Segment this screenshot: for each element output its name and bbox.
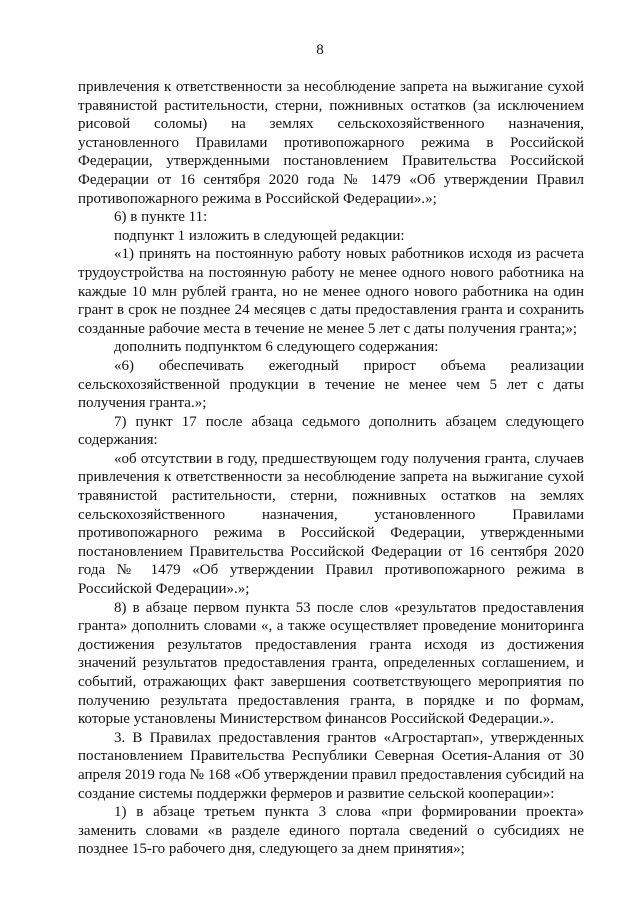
paragraph: «об отсутствии в году, предшествующем году получения гранта, случаев привлечения к ответственности за несоблюдение запрета на выжигание сухой травянистой растительности, стерни, пожнивных остатков на землях сельскохозяйственного назначения, установленного Правилами противопожарного режима в Российской Федерации, утвержденными постановлением Правительства Российской Федерации от 16 сентября 2020 года № 1479 «Об утверждении Правил противопожарного режима в Российской Федерации».»; bbox=[78, 450, 584, 598]
paragraph: подпункт 1 изложить в следующей редакции: bbox=[114, 227, 405, 244]
document-body bbox=[78, 78, 584, 859]
paragraph: 6) в пункте 11: bbox=[114, 209, 208, 226]
page-number: 8 bbox=[316, 42, 324, 58]
paragraph: 8) в абзаце первом пункта 53 после слов «результатов предоставления гранта» дополнить словами «, а также осуществляет проведение мониторинга достижения результатов предоставления гранта исходя из достижения значений результатов предоставления гранта, определенных соглашением, и событий, отражающих факт завершения соответствующего мероприятия по получению результата предоставления гранта, в порядке и по формам, которые установлены Министерством финансов Российской Федерации.». bbox=[78, 599, 584, 728]
paragraph: дополнить подпунктом 6 следующего содержания: bbox=[114, 339, 439, 356]
paragraph: 7) пункт 17 после абзаца седьмого дополнить абзацем следующего содержания: bbox=[78, 413, 584, 449]
paragraph: «1) принять на постоянную работу новых работников исходя из расчета трудоустройства на постоянную работу не менее одного нового работника на каждые 10 млн рублей гранта, но не менее одного нового работника на один грант в срок не позднее 24 месяцев с даты предоставления гранта и сохранить созданные рабочие места в течение не менее 5 лет с даты получения гранта;»; bbox=[78, 246, 584, 337]
paragraph: 3. В Правилах предоставления грантов «Агростартап», утвержденных постановлением Правительства Республики Северная Осетия-Алания от 30 апреля 2019 года № 168 «Об утверждении правил предоставления субсидий на создание системы поддержки фермеров и развитие сельской кооперации»: bbox=[78, 729, 584, 802]
paragraph: 1) в абзаце третьем пункта 3 слова «при формировании проекта» заменить словами «в разделе единого портала сведений о субсидиях не позднее 15-го рабочего дня, следующего за днем принятия»; bbox=[78, 804, 584, 858]
paragraph: привлечения к ответственности за несоблюдение запрета на выжигание сухой травянистой растительности, стерни, пожнивных остатков (за исключением рисовой соломы) на землях сельскохозяйственного назначения, установленного Правилами противопожарного режима в Российской Федерации, утвержденными постановлением Правительства Российской Федерации от 16 сентября 2020 года № 1479 «Об утверждении Правил противопожарного режима в Российской Федерации».»; bbox=[78, 79, 584, 207]
paragraph: «6) обеспечивать ежегодный прирост объема реализации сельскохозяйственной продукции в течение не менее чем 5 лет с даты получения гранта.»; bbox=[78, 357, 584, 412]
